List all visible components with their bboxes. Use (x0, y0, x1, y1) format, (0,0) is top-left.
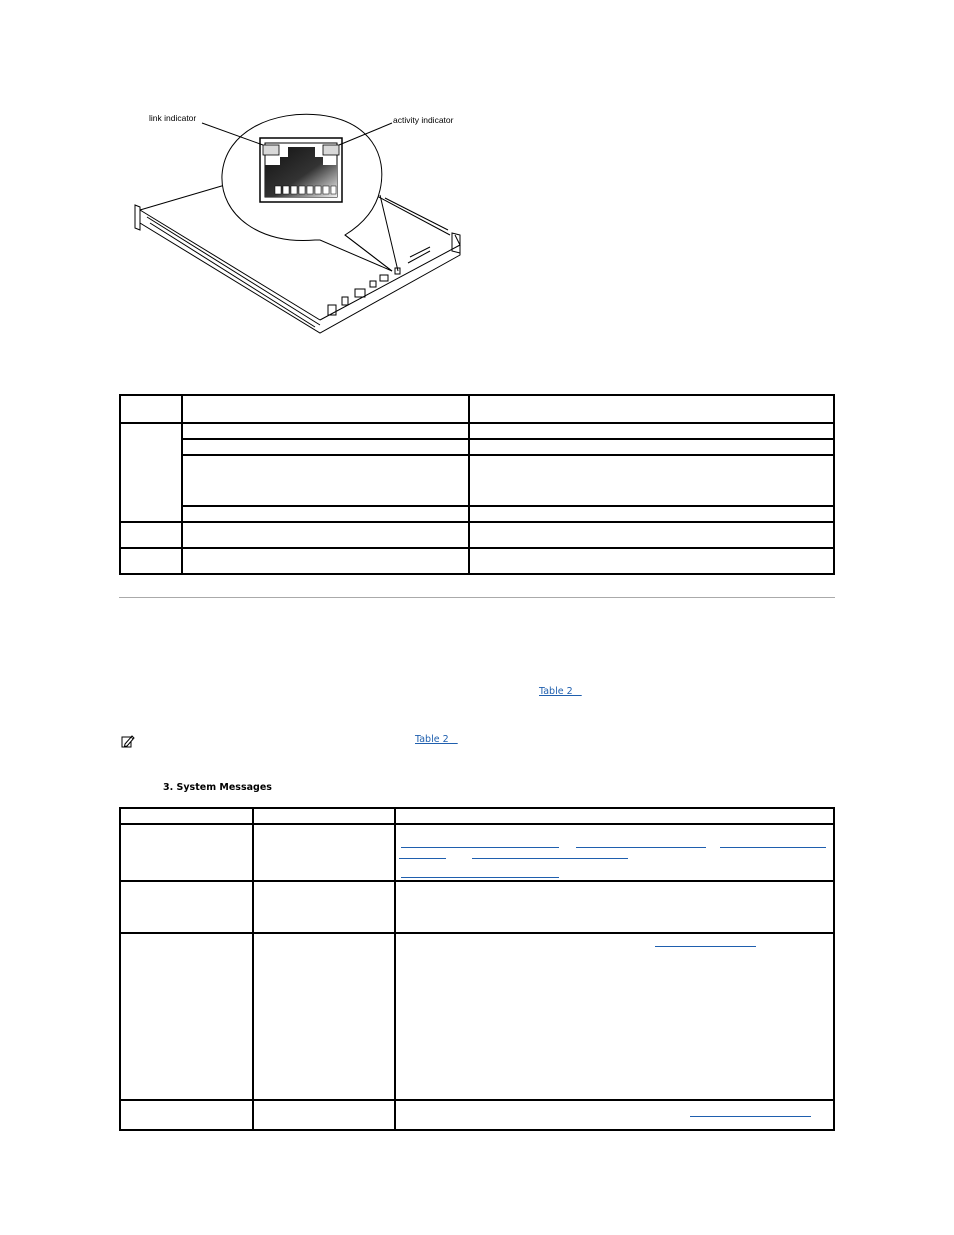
table-row (120, 439, 834, 455)
table-cell (469, 548, 834, 574)
table-cell (182, 423, 469, 439)
table-row (120, 395, 834, 423)
table-cell (395, 1100, 834, 1130)
table-cell (120, 1100, 253, 1130)
activity-indicator-label: activity indicator (393, 115, 454, 125)
table-cell (469, 506, 834, 522)
table-cell (469, 455, 834, 506)
system-messages-table (119, 807, 835, 1131)
xref-link-underline[interactable] (472, 858, 628, 859)
section-divider (119, 597, 835, 598)
xref-link-underline[interactable] (655, 946, 756, 947)
table-row (120, 455, 834, 506)
table-cell (253, 808, 396, 824)
table-row (120, 933, 834, 1100)
table-cell (120, 423, 182, 522)
xref-link-underline[interactable] (401, 877, 559, 878)
table-cell (120, 548, 182, 574)
table-row (120, 824, 834, 881)
table-row (120, 808, 834, 824)
table-2-link[interactable]: Table 2 (539, 686, 582, 697)
table-cell (395, 808, 834, 824)
table-cell (253, 933, 396, 1100)
table-cell (120, 808, 253, 824)
table-row (120, 522, 834, 548)
table-cell (120, 522, 182, 548)
table-cell (469, 522, 834, 548)
xref-link-underline[interactable] (720, 847, 826, 848)
table-cell (395, 933, 834, 1100)
table-cell (182, 506, 469, 522)
table-cell (253, 824, 396, 881)
table-row (120, 423, 834, 439)
table-3-caption: 3. System Messages (163, 782, 272, 793)
xref-link-underline[interactable] (399, 858, 446, 859)
table-cell (182, 522, 469, 548)
table-cell (182, 395, 469, 423)
table-cell (182, 455, 469, 506)
table-row (120, 1100, 834, 1130)
nic-indicator-figure (130, 105, 470, 340)
table-row (120, 506, 834, 522)
table-cell (120, 881, 253, 933)
table-cell (469, 439, 834, 455)
link-indicator-label: link indicator (149, 113, 197, 123)
nic-indicator-table (119, 394, 835, 575)
table-cell (253, 1100, 396, 1130)
note-pencil-icon (121, 734, 135, 748)
table-cell (395, 881, 834, 933)
xref-link-underline[interactable] (576, 847, 706, 848)
xref-link-underline[interactable] (690, 1116, 811, 1117)
table-cell (182, 439, 469, 455)
table-cell (120, 824, 253, 881)
table-cell (469, 395, 834, 423)
table-cell (120, 395, 182, 423)
table-cell (395, 824, 834, 881)
table-cell (120, 933, 253, 1100)
table-row (120, 881, 834, 933)
table-row (120, 548, 834, 574)
table-cell (253, 881, 396, 933)
table-cell (469, 423, 834, 439)
table-cell (182, 548, 469, 574)
xref-link-underline[interactable] (401, 847, 559, 848)
table-2-note-link[interactable]: Table 2 (415, 734, 458, 745)
